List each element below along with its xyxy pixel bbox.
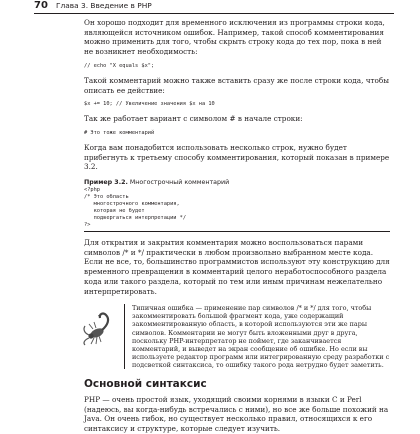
code-line-3: # Это тоже комментарий [84, 129, 155, 136]
note-side-rule [124, 304, 125, 369]
paragraph-5: Для открытия и закрытия комментария можно воспользоваться парами символов /* и */ практически в любом произвольно выбранном месте кода. Если не все, то, большинство программистов используют эту конструкцию для временного превращения в комментарий целого неработоспособного раздела кода или такого раздела, который по тем или иным причинам нежелательно интерпретировать. [84, 238, 390, 296]
running-header [34, 0, 394, 12]
code-line-1: // echo "X equals $x"; [84, 62, 155, 69]
chapter-title: Глава 3. Введение в PHP [56, 1, 152, 10]
page-number: 70 [34, 0, 48, 11]
example-label: Пример 3.2. [84, 179, 128, 187]
header-rule [34, 13, 394, 14]
scorpion-warning-icon [80, 307, 120, 347]
paragraph-1: Он хорошо подходит для временного исключения из программы строки кода, являющейся источником ошибок. Например, такой способ комментирования можно применить для того, чтобы скрыть строку кода до тех пор, пока в ней не возникнет необходимость: [84, 18, 385, 57]
example-code: <?php /* Это область многострочного комментария, которая не будет подвергаться интерпретации */ ?> [84, 187, 187, 229]
warning-text: Типичная ошибка — применение пар символов /* и */ для того, чтобы закомментировать большой фрагмент кода, уже содержащий закомментированную область, в которой используются эти же пары символов. Комментарии не могут быть вложенными друг в друга, поскольку PHP-интерпретатор не поймет, где заканчивается комментарий, и выведет на экран сообщение об ошибке. Но если вы используете редактор программ или интегрированную среду разработки с подсветкой синтаксиса, то ошибку такого рода нетрудно будет заметить. [132, 304, 390, 369]
code-line-2: $x += 10; // Увеличение значения $x на 10 [84, 101, 215, 108]
page-body [84, 18, 390, 434]
paragraph-4: Когда вам понадобится использовать несколько строк, нужно будет прибегнуть к третьему способу комментирования, который показан в примере 3.2. [84, 142, 390, 172]
section-heading: Основной синтаксис [84, 378, 207, 390]
paragraph-2: Такой комментарий можно также вставить сразу же после строки кода, чтобы описать ее действие: [84, 75, 389, 95]
example-title: Многострочный комментарий [129, 179, 230, 187]
section-paragraph: PHP — очень простой язык, уходящий своими корнями в языки C и Perl (надеюсь, вы когда-нибудь встречались с ними), но все же больше похожий на Java. Он очень гибок, но существует несколько правил, относящихся к его синтаксису и структуре, которые следует изучить. [84, 395, 389, 434]
example-caption [84, 178, 390, 187]
warning-note [84, 304, 390, 369]
paragraph-3: Так же работает вариант с символом # в начале строки: [84, 114, 303, 124]
